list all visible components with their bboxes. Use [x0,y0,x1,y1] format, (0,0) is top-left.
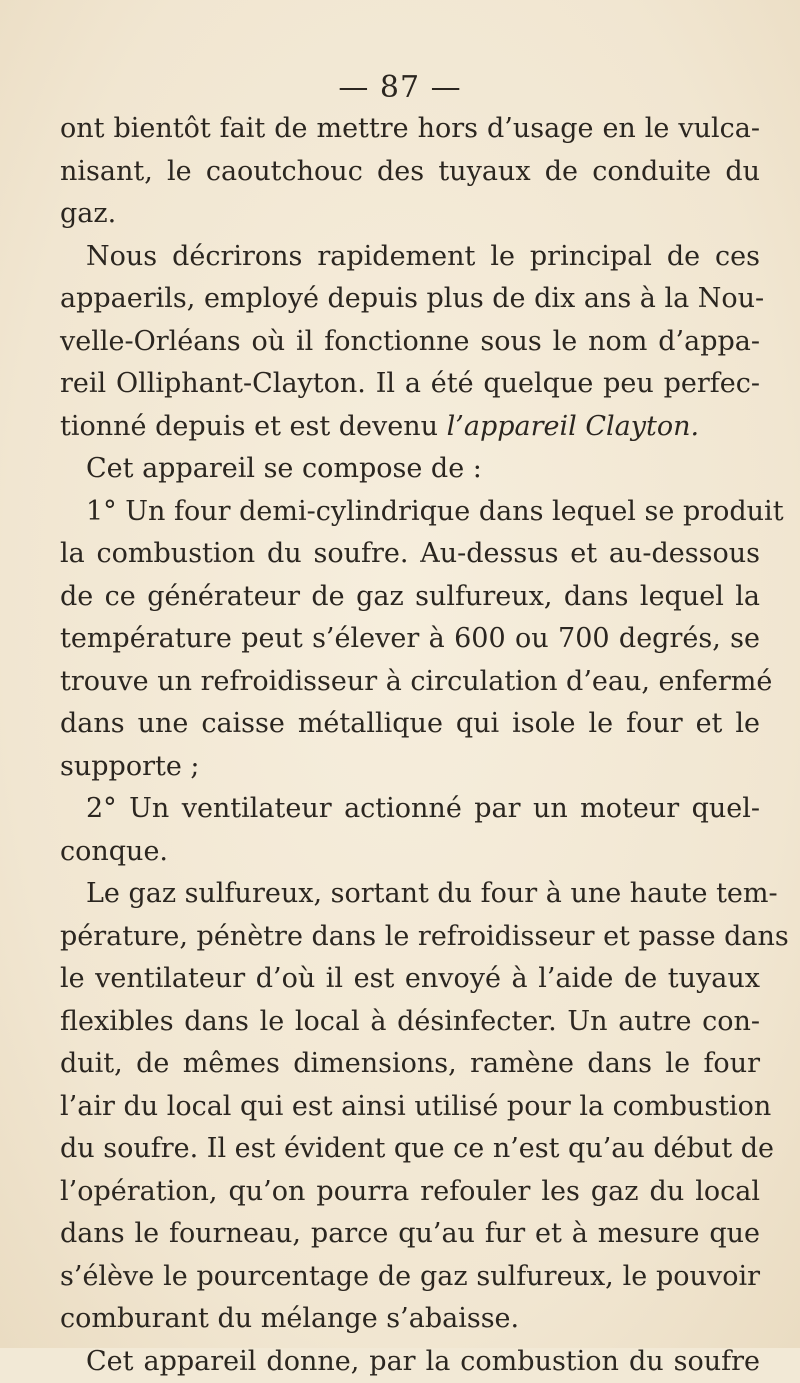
page-number: — 87 — [0,70,800,105]
text-line: appaerils, employé depuis plus de dix ans à la Nou- [60,278,760,321]
text-line: trouve un refroidisseur à circulation d’eau, enfermé [60,661,760,704]
text-line: l’opération, qu’on pourra refouler les gaz du local [60,1171,760,1214]
text-line: s’élève le pourcentage de gaz sulfureux, le pouvoir [60,1256,760,1299]
text-line: l’air du local qui est ainsi utilisé pour la combustion [60,1086,760,1129]
text-line: duit, de mêmes dimensions, ramène dans le four [60,1043,760,1086]
text-line: de ce générateur de gaz sulfureux, dans lequel la [60,576,760,619]
text-line: 2° Un ventilateur actionné par un moteur quel- [60,788,760,831]
text-line: gaz. [60,193,760,236]
text-line: température peut s’élever à 600 ou 700 degrés, se [60,618,760,661]
text-line: Cet appareil se compose de : [60,448,760,491]
text-line: dans une caisse métallique qui isole le four et le [60,703,760,746]
text-line [60,406,760,449]
text-line: supporte ; [60,746,760,789]
text-line: la combustion du soufre. Au-dessus et au-dessous [60,533,760,576]
text-line: comburant du mélange s’abaisse. [60,1298,760,1341]
text-line: ont bientôt fait de mettre hors d’usage en le vulca- [60,108,760,151]
text-line: conque. [60,831,760,874]
text-line: le ventilateur d’où il est envoyé à l’aide de tuyaux [60,958,760,1001]
text-line: 1° Un four demi-cylindrique dans lequel se produit [60,491,760,534]
text-line: pérature, pénètre dans le refroidisseur et passe dans [60,916,760,959]
body-text [60,108,760,1383]
text-line: nisant, le caoutchouc des tuyaux de conduite du [60,151,760,194]
apparatus-name: l’appareil Clayton. [447,411,699,442]
text-line: du soufre. Il est évident que ce n’est qu’au début de [60,1128,760,1171]
text-line: Le gaz sulfureux, sortant du four à une haute tem- [60,873,760,916]
text-line: dans le fourneau, parce qu’au fur et à mesure que [60,1213,760,1256]
text-line: flexibles dans le local à désinfecter. Un autre con- [60,1001,760,1044]
text-line: reil Olliphant-Clayton. Il a été quelque peu perfec- [60,363,760,406]
text-line: Cet appareil donne, par la combustion du soufre [60,1341,760,1383]
text-line: velle-Orléans où il fonctionne sous le nom d’appa- [60,321,760,364]
text-line: Nous décrirons rapidement le principal de ces [60,236,760,279]
text-line-roman: tionné depuis et est devenu [60,411,447,442]
